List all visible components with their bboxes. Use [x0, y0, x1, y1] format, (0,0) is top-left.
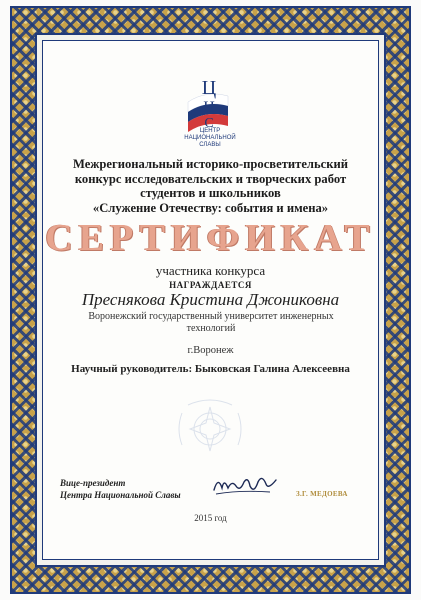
header-line: Межрегиональный историко-просветительский — [72, 157, 349, 171]
svg-text:Ц: Ц — [201, 77, 217, 99]
signatory-title: Вице-президент — [60, 478, 126, 488]
watermark-emblem-icon — [168, 393, 253, 463]
contest-header — [42, 157, 379, 215]
svg-text:Н: Н — [203, 99, 215, 116]
participant-label: участника конкурса — [155, 263, 266, 278]
logo-caption-line: СЛАВЫ — [199, 142, 221, 148]
signatory-position — [60, 477, 181, 501]
logo-caption-line: ЦЕНТР — [199, 128, 221, 134]
logo-caption — [170, 128, 250, 149]
handwritten-signature — [210, 470, 280, 498]
awarded-label: НАГРАЖДАЕТСЯ — [169, 280, 252, 290]
organization: Воронежский государственный университет инженерных технологий — [88, 311, 334, 334]
city: г.Воронеж — [187, 345, 234, 356]
header-line: студентов и школьников — [140, 186, 281, 200]
advisor: Научный руководитель: Быковская Галина Алексеевна — [71, 363, 350, 375]
header-line: конкурс исследовательских и творческих работ — [74, 171, 347, 186]
recipient-name: Преснякова Кристина Джониковна — [81, 290, 340, 309]
logo-caption-line: НАЦИОНАЛЬНОЙ — [184, 135, 236, 141]
signatory-name: З.Г. МЕДОЕВА — [296, 490, 348, 498]
issue-year: 2015 год — [194, 513, 227, 523]
contest-name: «Служение Отечеству: события и имена» — [92, 200, 329, 215]
signatory-organization: Центра Национальной Славы — [60, 490, 181, 500]
svg-text:С: С — [204, 116, 214, 131]
certificate-title: СЕРТИФИКАТ — [45, 217, 376, 259]
